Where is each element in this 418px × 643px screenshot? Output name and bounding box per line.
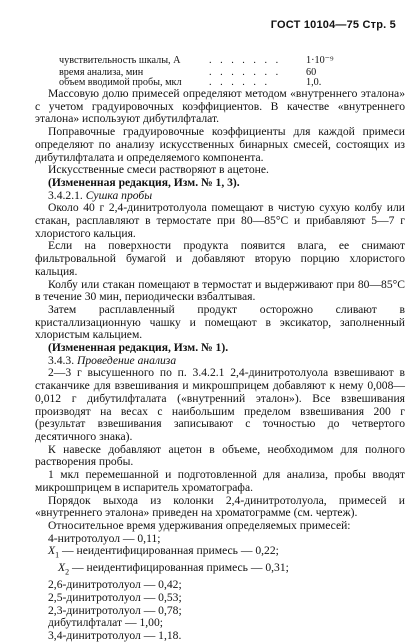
spec-dots: . . . . . . . xyxy=(209,55,282,66)
paragraph: Поправочные градуировочные коэффициенты для каждой примеси определяют по анализу искусственных бинарных смесей, состоящих из дибутилфталата и определяемого компонента. xyxy=(35,125,405,164)
spec-dots: . . . . . . xyxy=(209,77,271,88)
paragraph: Порядок выхода из колонки 2,4-динитротолуола, примесей и «внутреннего эталона» приведен на хроматограмме (см. чертеж). xyxy=(35,493,405,520)
section-number: 3.4.3. xyxy=(48,353,75,367)
paragraph: Затем расплавленный продукт осторожно сливают в кристаллизационную чашку и помещают в эксикатор, заполненный хлористым кальцием. xyxy=(35,302,405,342)
spec-value: 1·10⁻⁹ xyxy=(306,55,334,66)
retention-item xyxy=(35,545,405,562)
retention-item: 2,3-динитротолуол — 0,78; xyxy=(48,603,182,617)
spec-dots: . . . . . . . xyxy=(209,67,282,78)
page-header: ГОСТ 10104—75 Стр. 5 xyxy=(270,19,396,31)
spec-row xyxy=(59,55,334,67)
amendment-note: (Измененная редакция, Изм. № 1). xyxy=(48,341,229,355)
retention-subscript: 2 xyxy=(65,567,70,577)
retention-text: — неидентифицированная примесь — 0,31; xyxy=(69,561,289,575)
retention-text: — неидентифицированная примесь — 0,22; xyxy=(59,544,279,558)
paragraph: Если на поверхности продукта появится влага, ее снимают фильтровальной бумагой и добавляют вторую порцию хлористого кальция. xyxy=(35,239,405,278)
retention-item: дибутилфталат — 1,00; xyxy=(48,616,163,630)
paragraph: 2—3 г высушенного по п. 3.4.2.1 2,4-динитротолуола взвешивают в стаканчике для взвешивания и микрошприцем добавляют к нему 0,008—0,012 г дибутилфталата («внутренний эталон»). Все взвешивания производят на весах с наибольшим пределом взвешивания 200 г (результат взвешивания записывают с точностью до четвертого десятичного знака). xyxy=(35,366,405,443)
section-title: Сушка пробы xyxy=(85,188,153,202)
retention-item: 2,5-динитротолуол — 0,53; xyxy=(48,591,182,605)
spec-label: время анализа, мин xyxy=(59,67,144,78)
document-body xyxy=(35,88,405,643)
paragraph: Колбу или стакан помещают в термостат и выдерживают при 80—85°С в течение 30 мин, периодически взбалтывая. xyxy=(35,277,405,304)
paragraph: К навеске добавляют ацетон в объеме, необходимом для полного растворения пробы. xyxy=(35,442,405,469)
spec-label: чувствительность шкалы, А xyxy=(59,55,181,66)
paragraph: Искусственные смеси растворяют в ацетоне. xyxy=(48,163,269,177)
spec-value: 1,0. xyxy=(306,77,322,88)
paragraph: Относительное время удерживания определяемых примесей: xyxy=(48,518,351,532)
retention-item: 4-нитротолуол — 0,11; xyxy=(48,531,161,545)
spec-label: объем вводимой пробы, мкл xyxy=(59,77,182,88)
retention-subscript: 1 xyxy=(55,550,60,560)
retention-symbol: X xyxy=(58,561,66,575)
retention-item: 2,6-динитротолуол — 0,42; xyxy=(48,578,182,592)
paragraph: Массовую долю примесей определяют методом «внутреннего эталона» с учетом градуировочных коэффициентов. В качестве «внутреннего эталона» используют дибутилфталат. xyxy=(35,87,405,126)
retention-item xyxy=(35,562,405,579)
section-number: 3.4.2.1. xyxy=(48,188,83,202)
paragraph: Около 40 г 2,4-динитротолуола помещают в чистую сухую колбу или стакан, расплавляют в термостате при 80—85°С и прибавляют 5—7 г хлористого кальция. xyxy=(35,201,405,240)
paragraph: 1 мкл перемешанной и подготовленной для анализа, пробы вводят микрошприцем в испаритель хроматографа. xyxy=(35,468,405,494)
section-title: Проведение анализа xyxy=(77,353,177,367)
spec-value: 60 xyxy=(306,67,317,78)
retention-item: 3,4-динитротолуол — 1,18. xyxy=(48,629,182,643)
retention-symbol: X xyxy=(48,544,56,558)
amendment-note: (Измененная редакция, Изм. № 1, 3). xyxy=(48,175,240,189)
